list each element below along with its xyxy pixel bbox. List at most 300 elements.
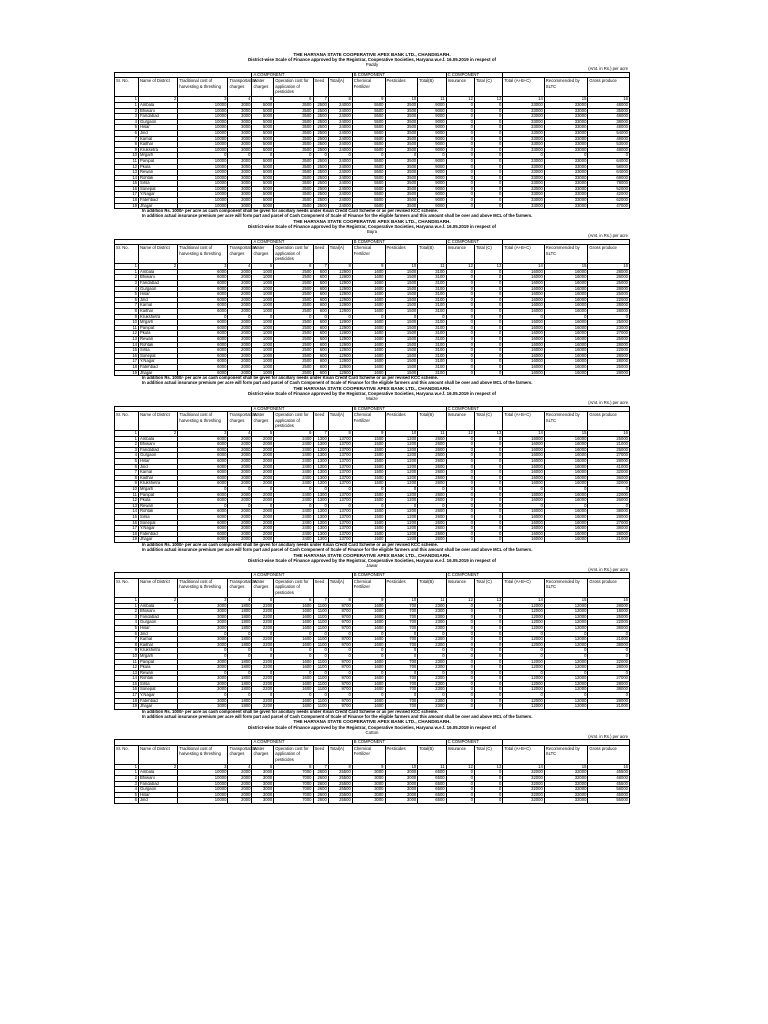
table-cell: 2200 [252, 609, 274, 615]
table-cell: 0 [474, 142, 502, 148]
table-cell: 7 [115, 303, 139, 309]
table-cell: 24000 [328, 181, 352, 187]
district-name: Jhajjar [139, 370, 178, 376]
table-cell: 13 [115, 336, 139, 342]
column-number: 13 [474, 431, 502, 437]
table-cell: 2200 [252, 687, 274, 693]
table-cell: 5000 [252, 181, 274, 187]
table-cell: 0 [503, 314, 544, 320]
table-cell: 2000 [228, 770, 252, 776]
table-cell: 21000 [588, 704, 630, 710]
table-cell: 48000 [588, 125, 630, 131]
column-number: 7 [313, 764, 328, 770]
table-cell: 0 [474, 198, 502, 204]
table-cell: 600 [313, 281, 328, 287]
table-cell: 0 [446, 164, 474, 170]
district-name: Ambala [139, 269, 178, 275]
table-cell: 0 [474, 776, 502, 782]
a-component-header: A COMPONENT [252, 740, 352, 746]
table-cell: 1200 [385, 526, 418, 532]
table-cell: 1000 [252, 309, 274, 315]
district-name: Sonepat [139, 520, 178, 526]
column-header: Sr. No. [115, 78, 139, 97]
table-cell: 2400 [274, 475, 313, 481]
table-cell: 600 [313, 359, 328, 365]
table-cell: 0 [544, 653, 588, 659]
table-cell: 0 [385, 653, 418, 659]
table-cell: 2000 [228, 475, 252, 481]
district-name: Panipat [139, 158, 178, 164]
table-cell: 1600 [352, 297, 385, 303]
table-cell: 1100 [313, 642, 328, 648]
table-cell: 25000 [588, 436, 630, 442]
column-number: 9 [352, 431, 385, 437]
table-cell: 6000 [178, 370, 228, 376]
table-cell: 5500 [352, 119, 385, 125]
table-cell: 2200 [252, 698, 274, 704]
table-cell: 700 [385, 704, 418, 710]
table-cell: 1300 [313, 526, 328, 532]
table-cell: 0 [446, 776, 474, 782]
district-name: Mrgarh [139, 487, 178, 493]
table-cell: 6000 [178, 353, 228, 359]
table-cell: 2500 [274, 348, 313, 354]
table-cell: 6000 [178, 436, 228, 442]
table-cell: 2500 [274, 309, 313, 315]
table-cell: 48000 [588, 102, 630, 108]
column-number: 14 [503, 597, 544, 603]
table-cell: 0 [446, 620, 474, 626]
table-cell: 0 [313, 153, 328, 159]
table-cell: 3000 [352, 787, 385, 793]
table-cell: 0 [474, 359, 502, 365]
table-cell: 2300 [418, 603, 446, 609]
table-cell: 4 [115, 453, 139, 459]
table-cell: 45500 [588, 781, 630, 787]
footnote: In addition Rs. 1000/- per acre as cash component shall be given for ancillary needs under Kisan Credit Card Scheme or as per revised KCC scheme. [142, 541, 439, 547]
district-name: Faridabad [139, 114, 178, 120]
table-cell: 0 [418, 631, 446, 637]
table-cell: 2000 [228, 331, 252, 337]
column-header: Pesticides [385, 578, 418, 597]
table-cell: 1800 [228, 681, 252, 687]
table-cell: 8 [115, 309, 139, 315]
table-cell: 10000 [178, 125, 228, 131]
table-cell: 0 [313, 648, 328, 654]
table-cell: 5500 [352, 130, 385, 136]
table-cell: 0 [446, 631, 474, 637]
table-cell: 12900 [328, 269, 352, 275]
table-cell: 9000 [418, 147, 446, 153]
table-cell: 3100 [418, 331, 446, 337]
table-cell: 3500 [274, 158, 313, 164]
table-cell: 33000 [503, 142, 544, 148]
table-cell: 1500 [352, 498, 385, 504]
table-cell: 13700 [328, 475, 352, 481]
district-name: Sirsa [139, 681, 178, 687]
table-cell: 1000 [252, 348, 274, 354]
table-cell: 3000 [178, 665, 228, 671]
district-name: Fatehbad [139, 364, 178, 370]
table-cell: 2200 [252, 681, 274, 687]
district-name: Sirsa [139, 515, 178, 521]
district-name: Sonepat [139, 186, 178, 192]
table-cell: 10000 [178, 102, 228, 108]
table-cell: 16000 [544, 453, 588, 459]
column-number: 14 [503, 264, 544, 270]
table-cell: 3000 [228, 186, 252, 192]
table-cell: 0 [503, 648, 544, 654]
column-number: 3 [178, 97, 228, 103]
table-cell: 3000 [228, 142, 252, 148]
column-header-row [115, 745, 630, 764]
table-cell: 12000 [503, 698, 544, 704]
table-cell: 0 [446, 320, 474, 326]
table-cell: 6000 [178, 325, 228, 331]
table-cell: 0 [474, 653, 502, 659]
table-cell: 3 [115, 281, 139, 287]
scale-description: District-wise Scale of Finance approved by the Registrar, Cooperative Societies, Haryana w.e.f. 16.05.2019 in respect of [247, 57, 496, 63]
district-name: Bhiwani [139, 108, 178, 114]
column-header: Total(B) [418, 78, 446, 97]
table-cell: 16000 [544, 436, 588, 442]
column-header: Operation cost for application of pesticides [274, 78, 313, 97]
column-header: Recommended by SLTC [544, 245, 588, 264]
table-cell: 14 [115, 676, 139, 682]
column-number: 5 [252, 597, 274, 603]
table-cell: 3500 [385, 186, 418, 192]
district-name: Faridabad [139, 447, 178, 453]
table-cell: 3500 [385, 192, 418, 198]
column-header: Insurance [446, 578, 474, 597]
column-header: Total (C) [474, 245, 502, 264]
finance-table [114, 572, 630, 709]
table-cell: 3500 [274, 125, 313, 131]
table-cell: 2500 [313, 192, 328, 198]
table-cell: 13700 [328, 464, 352, 470]
column-number: 15 [544, 264, 588, 270]
table-cell: 6000 [178, 281, 228, 287]
amount-unit-note: (Amt. in Rs.) per acre [588, 66, 628, 72]
table-cell: 0 [446, 130, 474, 136]
table-cell: 0 [588, 314, 630, 320]
table-cell: 62000 [588, 198, 630, 204]
table-cell: 1500 [352, 492, 385, 498]
table-cell: 4 [115, 286, 139, 292]
table-cell: 700 [385, 625, 418, 631]
table-cell: 3100 [418, 325, 446, 331]
table-cell: 13 [115, 670, 139, 676]
table-cell: 2300 [418, 687, 446, 693]
table-cell: 1100 [313, 637, 328, 643]
table-cell: 13700 [328, 481, 352, 487]
table-cell: 3500 [385, 170, 418, 176]
table-cell: 700 [385, 665, 418, 671]
table-cell: 0 [446, 498, 474, 504]
table-cell: 0 [474, 130, 502, 136]
table-cell: 0 [474, 470, 502, 476]
column-header: Water charges [252, 245, 274, 264]
table-cell: 3500 [385, 130, 418, 136]
column-number: 16 [588, 764, 630, 770]
table-cell: 1600 [352, 292, 385, 298]
table-cell: 3500 [274, 192, 313, 198]
column-header: Total (A+B+C) [503, 78, 544, 97]
table-cell: 6000 [178, 464, 228, 470]
column-number: 7 [313, 597, 328, 603]
table-cell: 16000 [544, 353, 588, 359]
table-cell: 10000 [178, 147, 228, 153]
table-cell: 6000 [178, 364, 228, 370]
column-header: Transportation charges [228, 745, 252, 764]
table-cell: 0 [474, 698, 502, 704]
table-cell: 28000 [588, 275, 630, 281]
table-cell: 2 [115, 108, 139, 114]
table-cell: 6000 [178, 537, 228, 543]
table-cell: 5 [115, 292, 139, 298]
table-cell: 32000 [503, 792, 544, 798]
table-cell: 33000 [544, 198, 588, 204]
table-cell: 33000 [503, 102, 544, 108]
table-cell: 1000 [252, 303, 274, 309]
district-name: Faridabad [139, 781, 178, 787]
table-cell: 3500 [274, 130, 313, 136]
table-cell: 33000 [544, 142, 588, 148]
district-name: Kaithal [139, 142, 178, 148]
table-cell: 1500 [385, 297, 418, 303]
table-cell: 33000 [503, 130, 544, 136]
table-cell: 3000 [228, 119, 252, 125]
table-cell: 5000 [252, 125, 274, 131]
table-cell: 1600 [274, 609, 313, 615]
district-name: Rewari [139, 503, 178, 509]
table-cell: 1 [115, 770, 139, 776]
district-name: Kaithal [139, 475, 178, 481]
table-cell: 16000 [544, 325, 588, 331]
table-cell: 1500 [385, 364, 418, 370]
table-cell: 1800 [228, 698, 252, 704]
table-cell: 28000 [588, 459, 630, 465]
table-cell: 2000 [252, 492, 274, 498]
table-cell: 3000 [352, 770, 385, 776]
table-cell: 5500 [352, 186, 385, 192]
table-cell: 25500 [328, 798, 352, 804]
table-cell: 2600 [313, 798, 328, 804]
table-cell: 0 [313, 653, 328, 659]
column-number: 12 [446, 764, 474, 770]
table-cell: 32000 [544, 798, 588, 804]
table-cell: 2 [115, 776, 139, 782]
table-cell: 0 [446, 342, 474, 348]
table-cell: 48000 [588, 776, 630, 782]
table-cell: 16000 [544, 459, 588, 465]
table-cell: 9 [115, 648, 139, 654]
c-component-header: C COMPONENT [446, 72, 503, 78]
district-name: Sirsa [139, 348, 178, 354]
table-cell: 0 [252, 503, 274, 509]
column-header-row [115, 578, 630, 597]
table-cell: 0 [446, 147, 474, 153]
table-cell: 0 [474, 693, 502, 699]
table-cell: 0 [352, 648, 385, 654]
table-cell: 1200 [385, 492, 418, 498]
table-cell: 0 [385, 693, 418, 699]
table-cell: 1000 [252, 275, 274, 281]
table-cell: 3100 [418, 320, 446, 326]
table-cell: 0 [474, 526, 502, 532]
table-cell: 0 [446, 119, 474, 125]
table-cell: 1600 [352, 364, 385, 370]
table-cell: 3000 [252, 776, 274, 782]
table-cell: 2300 [418, 637, 446, 643]
table-cell: 0 [313, 503, 328, 509]
table-cell: 13700 [328, 526, 352, 532]
column-header: Total(A) [328, 78, 352, 97]
table-cell: 6000 [178, 475, 228, 481]
table-cell: 2000 [228, 447, 252, 453]
column-number: 13 [474, 97, 502, 103]
table-cell: 1500 [385, 286, 418, 292]
table-cell: 1500 [352, 464, 385, 470]
footnote: In addition actual insurance premium per acre will form part and parcel of Cash Component of Scale of Finance for the eligible farmers and this amount shall be over and above MCL of the farmers. [142, 213, 533, 219]
table-cell: 21000 [588, 637, 630, 643]
table-cell: 2000 [228, 325, 252, 331]
table-cell: 0 [228, 648, 252, 654]
table-cell: 0 [274, 631, 313, 637]
table-cell: 1000 [252, 364, 274, 370]
table-cell: 2200 [252, 625, 274, 631]
table-cell: 0 [474, 537, 502, 543]
b-component-header: B COMPONENT [352, 740, 446, 746]
table-cell: 0 [446, 108, 474, 114]
table-cell: 9000 [418, 175, 446, 181]
table-cell: 33000 [503, 108, 544, 114]
table-cell: 0 [474, 336, 502, 342]
district-name: Kruksetra [139, 147, 178, 153]
table-cell: 12 [115, 331, 139, 337]
table-cell: 3000 [385, 776, 418, 782]
table-cell: 0 [228, 487, 252, 493]
table-cell: 2000 [228, 537, 252, 543]
table-cell: 1500 [352, 447, 385, 453]
table-cell: 22000 [588, 348, 630, 354]
table-cell: 0 [446, 269, 474, 275]
table-cell: 1800 [228, 659, 252, 665]
table-cell: 0 [446, 614, 474, 620]
column-number: 3 [178, 597, 228, 603]
table-cell: 2200 [252, 642, 274, 648]
table-cell: 0 [352, 153, 385, 159]
table-cell: 12000 [544, 620, 588, 626]
table-cell: 6 [115, 631, 139, 637]
table-cell: 5000 [252, 142, 274, 148]
table-cell: 28000 [588, 370, 630, 376]
table-cell: 0 [503, 653, 544, 659]
table-cell: 700 [385, 620, 418, 626]
table-cell: 2000 [228, 359, 252, 365]
table-cell: 0 [328, 653, 352, 659]
table-cell: 0 [588, 653, 630, 659]
crop-section [114, 553, 630, 720]
table-cell: 1600 [274, 659, 313, 665]
table-cell: 3500 [385, 142, 418, 148]
district-name: Rohtak [139, 342, 178, 348]
table-cell: 0 [274, 487, 313, 493]
column-number: 4 [228, 97, 252, 103]
table-cell: 1200 [385, 453, 418, 459]
table-cell: 8 [115, 475, 139, 481]
table-cell: 0 [588, 487, 630, 493]
table-cell: 2500 [274, 336, 313, 342]
table-cell: 0 [178, 503, 228, 509]
table-cell: 0 [474, 353, 502, 359]
column-number: 15 [544, 597, 588, 603]
table-cell: 2000 [252, 459, 274, 465]
table-cell: 3100 [418, 364, 446, 370]
table-cell: 0 [446, 353, 474, 359]
table-cell: 33000 [544, 108, 588, 114]
table-cell: 0 [474, 704, 502, 710]
table-cell: 1100 [313, 620, 328, 626]
district-name: Fatehbad [139, 198, 178, 204]
column-header: Chemical Fertilizer [352, 745, 385, 764]
table-cell: 7000 [274, 781, 313, 787]
table-cell: 0 [328, 693, 352, 699]
column-header: Chemical Fertilizer [352, 578, 385, 597]
table-cell: 0 [178, 487, 228, 493]
table-cell: 1600 [352, 348, 385, 354]
table-cell: 19 [115, 370, 139, 376]
table-cell: 2000 [252, 453, 274, 459]
table-cell: 25000 [588, 614, 630, 620]
table-cell: 1600 [352, 603, 385, 609]
table-cell: 0 [474, 325, 502, 331]
column-number: 7 [313, 264, 328, 270]
table-cell: 9700 [328, 609, 352, 615]
table-cell: 28000 [588, 698, 630, 704]
table-cell: 1000 [252, 359, 274, 365]
table-cell: 0 [474, 153, 502, 159]
table-cell: 1500 [352, 515, 385, 521]
table-cell: 2200 [252, 665, 274, 671]
table-cell: 2500 [274, 286, 313, 292]
table-cell: 6 [115, 798, 139, 804]
table-cell: 3000 [178, 687, 228, 693]
table-cell: 2500 [274, 370, 313, 376]
table-cell: 16000 [544, 348, 588, 354]
table-cell: 0 [418, 653, 446, 659]
table-cell: 0 [544, 631, 588, 637]
table-cell: 5000 [252, 130, 274, 136]
table-cell: 0 [352, 487, 385, 493]
table-cell: 16000 [544, 470, 588, 476]
table-cell: 2000 [228, 269, 252, 275]
table-cell: 2000 [228, 781, 252, 787]
district-name: Bhiwani [139, 609, 178, 615]
column-number: 4 [228, 597, 252, 603]
table-cell: 4 [115, 620, 139, 626]
table-cell: 600 [313, 331, 328, 337]
table-cell: 15 [115, 515, 139, 521]
table-cell: 3000 [228, 158, 252, 164]
table-cell: 0 [446, 475, 474, 481]
table-cell: 700 [385, 603, 418, 609]
table-cell: 0 [474, 487, 502, 493]
table-cell: 0 [228, 693, 252, 699]
table-cell: 0 [446, 348, 474, 354]
column-header: Chemical Fertilizer [352, 412, 385, 431]
table-cell: 16000 [503, 492, 544, 498]
